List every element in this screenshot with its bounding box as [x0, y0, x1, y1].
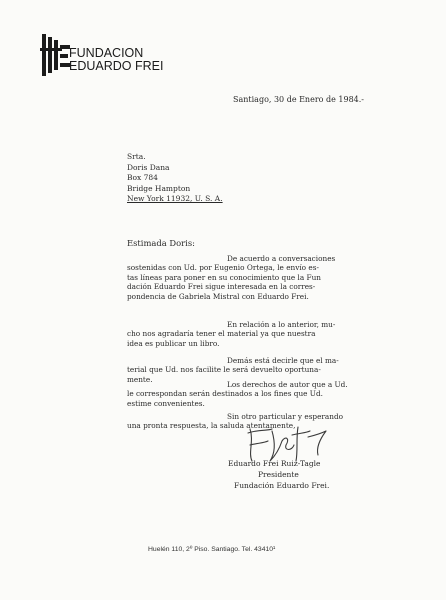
recipient-address: [127, 152, 223, 205]
paragraph-line: Demás está decirle que el ma-: [227, 356, 339, 365]
address-line: New York 11932, U. S. A.: [127, 194, 223, 203]
signatory-title: Presidente: [258, 469, 299, 479]
paragraph-line: Sin otro particular y esperando: [227, 412, 344, 421]
signatory-org: Fundación Eduardo Frei.: [234, 480, 330, 490]
footer-address: Huelén 110, 2º Piso. Santiago. Tel. 43410¹: [148, 546, 276, 553]
address-line: Bridge Hampton: [127, 183, 191, 193]
paragraph-line: En relación a lo anterior, mu-: [227, 320, 336, 329]
paragraph: [127, 320, 362, 348]
letterhead: [69, 47, 163, 73]
letterhead-line2: EDUARDO FREI: [69, 59, 164, 73]
paragraph: [127, 254, 362, 301]
signatory-name: Eduardo Frei Ruiz-Tagle: [228, 459, 321, 468]
paragraph: [127, 380, 362, 408]
paragraph-line: mente.: [127, 374, 153, 384]
address-line: Srta.: [127, 152, 146, 161]
paragraph-line: tas líneas para poner en su conocimiento que la Fun: [127, 272, 321, 282]
paragraph-line: idea es publicar un libro.: [127, 338, 220, 348]
paragraph-line: sostenidas con Ud. por Eugenio Ortega, le envío es-: [127, 263, 319, 273]
paragraph-line: De acuerdo a conversaciones: [227, 254, 336, 263]
paragraph-line: estime convenientes.: [127, 398, 205, 408]
letterhead-line1: FUNDACION: [69, 46, 144, 60]
address-line: Box 784: [127, 173, 158, 182]
letter-date: Santiago, 30 de Enero de 1984.-: [233, 95, 365, 104]
signatory-block: [228, 459, 329, 491]
paragraph-line: una pronta respuesta, la saluda atentamente,: [127, 421, 296, 431]
paragraph-line: Los derechos de autor que a Ud.: [227, 380, 348, 389]
paragraph-line: dación Eduardo Frei sigue interesada en la corres-: [127, 282, 316, 292]
address-line: Doris Dana: [127, 162, 170, 172]
salutation: Estimada Doris:: [127, 238, 195, 248]
fundacion-logo-icon: [40, 34, 70, 78]
paragraph-line: le correspondan serán destinados a los fines que Ud.: [127, 389, 323, 399]
paragraph-line: cho nos agradaría tener el material ya que nuestra: [127, 329, 316, 339]
paragraph-line: pondencia de Gabriela Mistral con Eduardo Frei.: [127, 291, 309, 301]
paragraph-line: terial que Ud. nos facilite le será devuelto oportuna-: [127, 365, 321, 375]
